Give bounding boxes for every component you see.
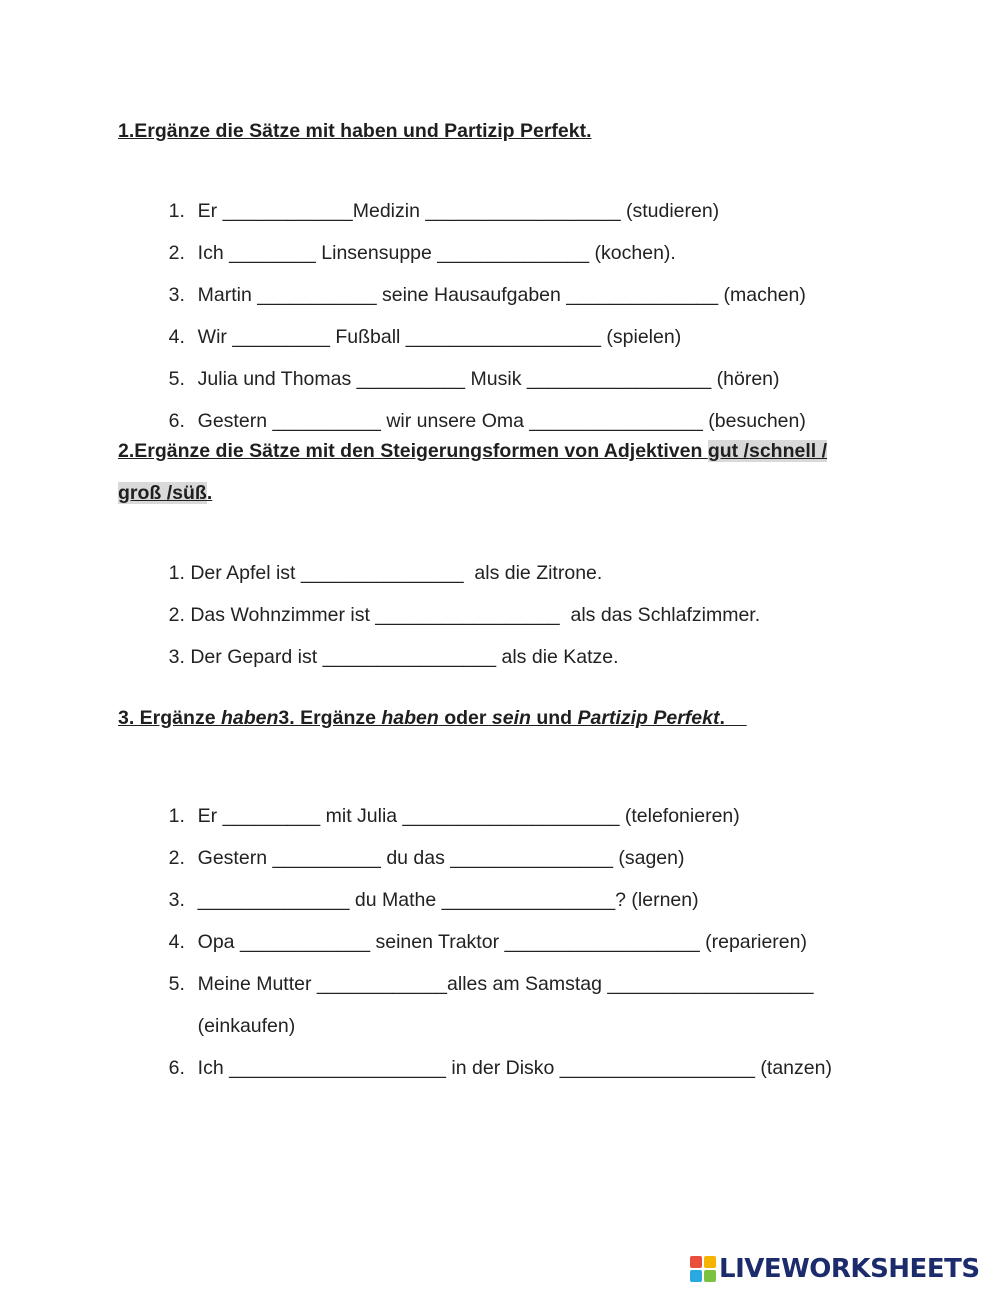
item-sentence: Ich ________ Linsensuppe ______________ (kochen). [197,242,676,264]
item-sentence: Meine Mutter ____________alles am Samstag ___________________ [197,973,814,995]
item-sentence: (einkaufen) [197,1015,296,1037]
heading-trailing-underline [725,707,747,729]
section2-heading-line1 [118,440,827,463]
item-sentence: Julia und Thomas __________ Musik _________________ (hören) [197,368,780,390]
item-number: 5. [168,973,185,995]
logo-text: LIVEWORKSHEETS [719,1254,980,1284]
item-number: 5. [168,368,185,390]
item-number: 3. [168,284,185,306]
section3-heading [118,707,747,730]
logo-square [690,1256,702,1268]
section1-heading: 1.Ergänze die Sätze mit haben und Partizip Perfekt. [118,120,592,142]
heading-part-italic: sein [491,707,531,729]
item-number: 1. [168,200,185,222]
exercise2-item[interactable] [147,621,619,693]
item-number: 1. [168,805,185,827]
adjectives-highlight-1: gut /schnell / [707,440,828,462]
item-number: 2. [168,242,185,264]
section2-heading-text: 2.Ergänze die Sätze mit den Steigerungsformen von Adjektiven [118,440,708,462]
heading-period: . [206,482,213,504]
logo-grid-icon [690,1256,716,1282]
item-sentence: Martin ___________ seine Hausaufgaben ______________ (machen) [197,284,806,306]
item-sentence: Wir _________ Fußball __________________ (spielen) [197,326,682,348]
exercise3-item[interactable] [147,1032,832,1104]
heading-part: 3. Ergänze [278,707,382,729]
section2-heading-line2 [118,482,212,505]
item-sentence: Er ____________Medizin __________________ (studieren) [197,200,720,222]
item-sentence: Er _________ mit Julia ____________________ (telefonieren) [197,805,740,827]
heading-part: . [719,707,725,729]
item-number: 4. [168,326,185,348]
heading-part: und [530,707,578,729]
item-sentence: ______________ du Mathe ________________? (lernen) [197,889,699,911]
adjectives-highlight-2: groß /süß [118,482,207,504]
logo-square [704,1270,716,1282]
heading-part-italic: haben [381,707,439,729]
heading-part-italic: Partizip Perfekt [577,707,720,729]
item-number: 6. [168,410,185,432]
item-sentence: 3. Der Gepard ist ________________ als die Katze. [168,646,619,668]
item-sentence: Ich ____________________ in der Disko __________________ (tanzen) [197,1057,832,1079]
logo-square [690,1270,702,1282]
item-number: 2. [168,847,185,869]
item-sentence: Gestern __________ du das _______________ (sagen) [197,847,685,869]
item-sentence: Gestern __________ wir unsere Oma ________________ (besuchen) [197,410,806,432]
liveworksheets-logo[interactable] [690,1252,980,1286]
heading-part: oder [438,707,492,729]
heading-part: 3. Ergänze [118,707,221,729]
heading-part-italic: haben [220,707,279,729]
item-sentence: Opa ____________ seinen Traktor __________________ (reparieren) [197,931,807,953]
item-sentence: 1. Der Apfel ist _______________ als die Zitrone. [168,562,603,584]
logo-square [704,1256,716,1268]
item-number: 4. [168,931,185,953]
item-number: 3. [168,889,185,911]
item-number: 6. [168,1057,185,1079]
item-sentence: 2. Das Wohnzimmer ist _________________ als das Schlafzimmer. [168,604,761,626]
